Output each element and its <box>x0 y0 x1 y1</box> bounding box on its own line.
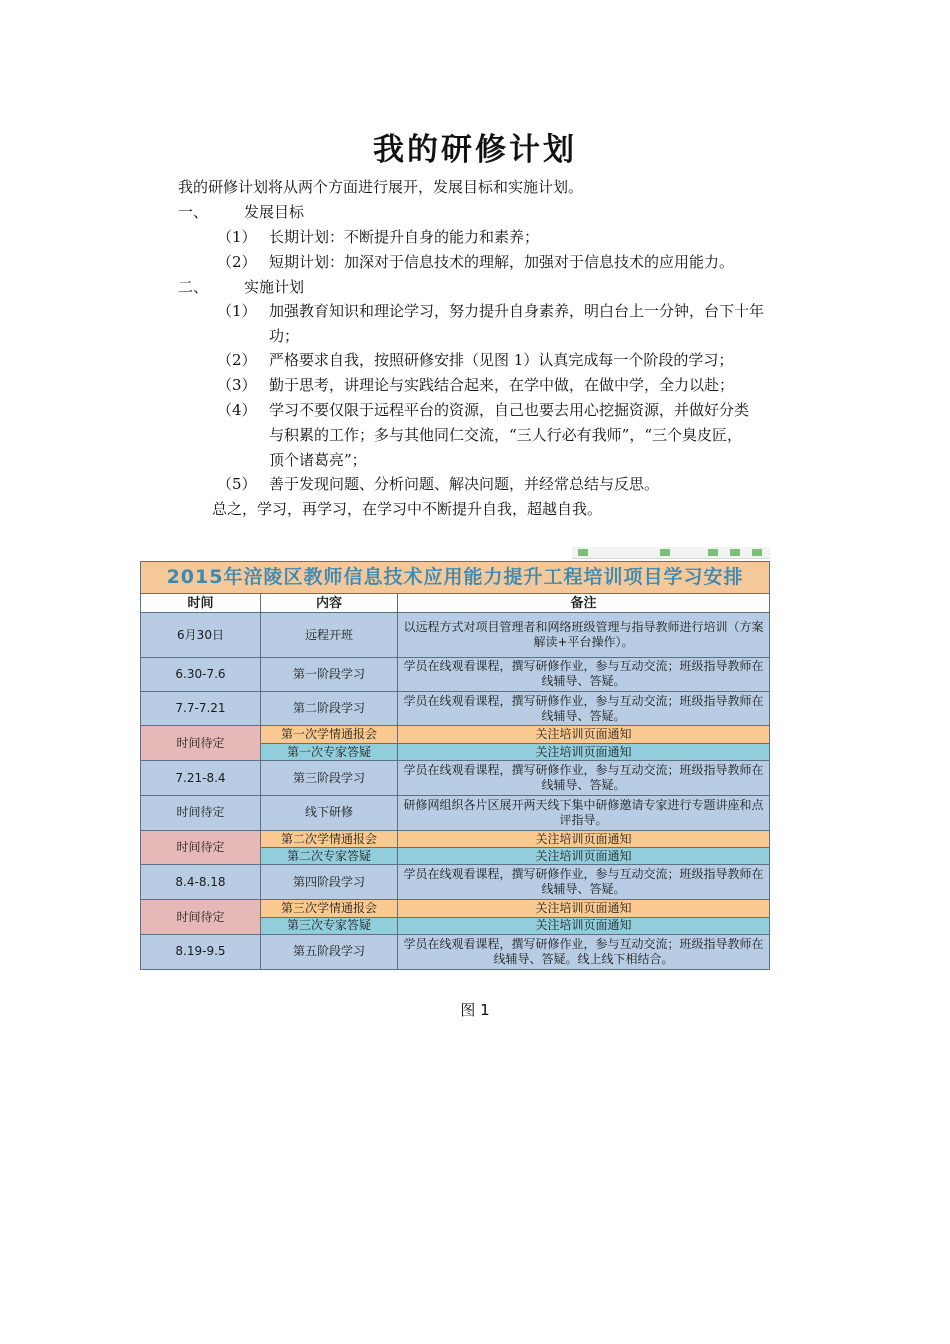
table-row <box>141 691 770 725</box>
note-cell: 学员在线观看课程，撰写研修作业，参与互动交流；班级指导教师在线辅导、答疑。 <box>398 865 770 900</box>
table-title: 2015年涪陵区教师信息技术应用能力提升工程培训项目学习安排 <box>141 562 770 594</box>
content-cell: 第三阶段学习 <box>261 761 398 795</box>
toolbar-icon <box>708 549 718 556</box>
note-cell: 关注培训页面通知 <box>398 726 770 744</box>
item-text: 勤于思考，讲理论与实践结合起来，在学中做，在做中学，全力以赴； <box>269 376 735 394</box>
section-number: 二、 <box>178 278 209 296</box>
content-cell: 第五阶段学习 <box>261 934 398 969</box>
plan-item-continuation: 与积累的工作；多与其他同仁交流，“三人行必有我师”，“三个臭皮匠， <box>269 426 743 444</box>
toolbar-icon <box>578 549 588 556</box>
note-cell: 关注培训页面通知 <box>398 917 770 934</box>
note-cell: 关注培训页面通知 <box>398 900 770 917</box>
goal-item <box>217 227 539 247</box>
item-number: （3） <box>217 376 257 394</box>
section-number: 一、 <box>178 203 209 221</box>
plan-item <box>217 474 659 494</box>
column-header: 内容 <box>261 594 398 613</box>
plan-item <box>217 350 733 370</box>
note-cell: 研修网组织各片区展开两天线下集中研修邀请专家进行专题讲座和点评指导。 <box>398 795 770 830</box>
plan-item <box>217 375 734 395</box>
note-cell: 学员在线观看课程，撰写研修作业，参与互动交流；班级指导教师在线辅导、答疑。 <box>398 761 770 795</box>
schedule-table <box>140 561 770 970</box>
table-row <box>141 795 770 830</box>
time-cell: 7.21-8.4 <box>141 761 261 795</box>
time-cell: 时间待定 <box>141 830 261 864</box>
item-text: 长期计划：不断提升自身的能力和素养； <box>269 228 540 246</box>
section-label: 实施计划 <box>244 278 305 296</box>
goal-item <box>217 252 734 272</box>
content-cell: 第二次专家答疑 <box>261 848 398 865</box>
summary-paragraph: 总之，学习，再学习，在学习中不断提升自我，超越自我。 <box>212 500 603 518</box>
toolbar-icon <box>660 549 670 556</box>
time-cell: 8.4-8.18 <box>141 865 261 900</box>
table-row <box>141 613 770 657</box>
section-heading-goals <box>178 202 304 222</box>
note-cell: 以远程方式对项目管理者和网络班级管理与指导教师进行培训（方案解读+平台操作）。 <box>398 613 770 657</box>
table-row <box>141 934 770 969</box>
page-title: 我的研修计划 <box>373 132 577 168</box>
item-text: 短期计划：加深对于信息技术的理解，加强对于信息技术的应用能力。 <box>269 253 735 271</box>
item-text: 学习不要仅限于远程平台的资源，自己也要去用心挖掘资源，并做好分类 <box>269 401 750 419</box>
plan-item-continuation: 功； <box>269 327 300 345</box>
content-cell: 第一次专家答疑 <box>261 744 398 761</box>
table-row <box>141 726 770 744</box>
item-text: 加强教育知识和理论学习，努力提升自身素养，明白台上一分钟，台下十年 <box>269 302 765 320</box>
item-text: 严格要求自我，按照研修安排（见图 1）认真完成每一个阶段的学习； <box>269 351 734 369</box>
section-heading-plans <box>178 277 304 297</box>
content-cell: 第四阶段学习 <box>261 865 398 900</box>
content-cell: 远程开班 <box>261 613 398 657</box>
note-cell: 学员在线观看课程，撰写研修作业，参与互动交流；班级指导教师在线辅导、答疑。 <box>398 691 770 725</box>
column-header: 备注 <box>398 594 770 613</box>
time-cell: 8.19-9.5 <box>141 934 261 969</box>
table-row <box>141 657 770 691</box>
content-cell: 第二次学情通报会 <box>261 830 398 847</box>
plan-item <box>217 400 749 420</box>
table-row <box>141 761 770 795</box>
note-cell: 关注培训页面通知 <box>398 830 770 847</box>
figure-toolbar <box>572 547 770 559</box>
content-cell: 第三次学情通报会 <box>261 900 398 917</box>
content-cell: 线下研修 <box>261 795 398 830</box>
plan-item-continuation: 顶个诸葛亮”； <box>269 451 367 469</box>
column-header: 时间 <box>141 594 261 613</box>
note-cell: 学员在线观看课程，撰写研修作业，参与互动交流；班级指导教师在线辅导、答疑。线上线下相结合。 <box>398 934 770 969</box>
item-text: 善于发现问题、分析问题、解决问题，并经常总结与反思。 <box>269 475 660 493</box>
table-row <box>141 865 770 900</box>
note-cell: 关注培训页面通知 <box>398 744 770 761</box>
item-number: （2） <box>217 253 257 271</box>
content-cell: 第二阶段学习 <box>261 691 398 725</box>
table-row <box>141 830 770 847</box>
toolbar-icon <box>730 549 740 556</box>
time-cell: 时间待定 <box>141 726 261 761</box>
item-number: （2） <box>217 351 257 369</box>
note-cell: 关注培训页面通知 <box>398 848 770 865</box>
content-cell: 第三次专家答疑 <box>261 917 398 934</box>
item-number: （4） <box>217 401 257 419</box>
section-label: 发展目标 <box>244 203 305 221</box>
content-cell: 第一阶段学习 <box>261 657 398 691</box>
item-number: （1） <box>217 228 257 246</box>
note-cell: 学员在线观看课程，撰写研修作业，参与互动交流；班级指导教师在线辅导、答疑。 <box>398 657 770 691</box>
time-cell: 6.30-7.6 <box>141 657 261 691</box>
time-cell: 时间待定 <box>141 900 261 934</box>
figure-caption: 图 1 <box>460 1001 490 1019</box>
time-cell: 6月30日 <box>141 613 261 657</box>
toolbar-icon <box>752 549 762 556</box>
time-cell: 7.7-7.21 <box>141 691 261 725</box>
item-number: （1） <box>217 302 257 320</box>
time-cell: 时间待定 <box>141 795 261 830</box>
table-row <box>141 900 770 917</box>
content-cell: 第一次学情通报会 <box>261 726 398 744</box>
item-number: （5） <box>217 475 257 493</box>
plan-item <box>217 301 764 321</box>
intro-paragraph: 我的研修计划将从两个方面进行展开，发展目标和实施计划。 <box>178 178 584 196</box>
